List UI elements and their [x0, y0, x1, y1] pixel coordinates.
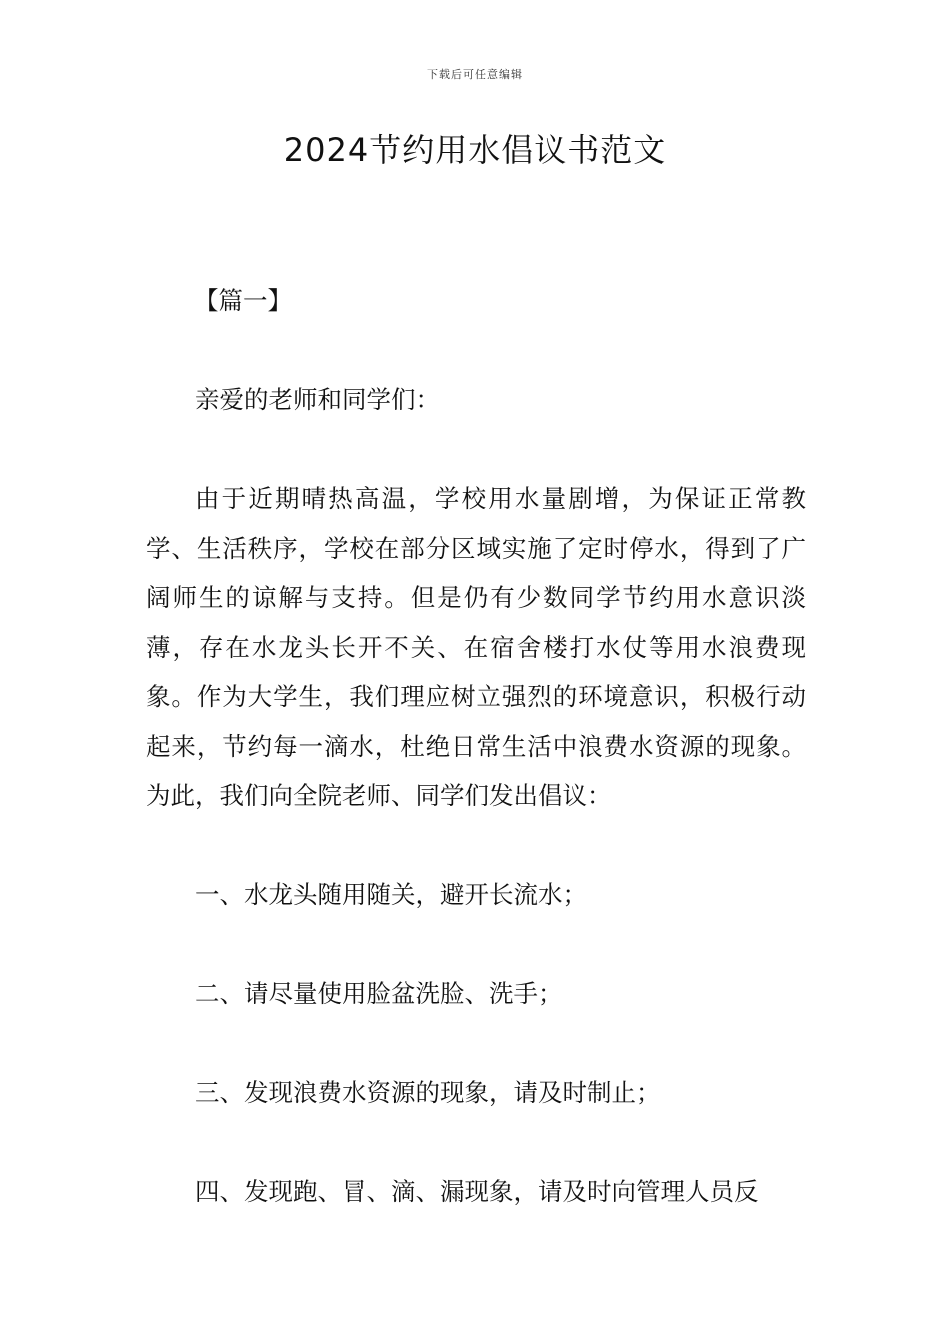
document-title: 2024节约用水倡议书范文: [283, 131, 667, 169]
proposal-item-4: 四、发现跑、冒、滴、漏现象，请及时向管理人员反: [195, 1177, 759, 1206]
section-label: 【篇一】: [194, 286, 292, 315]
proposal-item-1: 一、水龙头随用随关，避开长流水；: [195, 880, 587, 909]
paragraph-gap: [146, 821, 806, 871]
body-paragraph: 由于近期晴热高温，学校用水量剧增，为保证正常教学、生活秩序，学校在部分区域实施了定时停水，得到了广阔师生的谅解与支持。但是仍有少数同学节约用水意识淡薄，存在水龙头长开不关、在宿舍楼打水仗等用水浪费现象。作为大学生，我们理应树立强烈的环境意识，积极行动起来，节约每一滴水，杜绝日常生活中浪费水资源的现象。为此，我们向全院老师、同学们发出倡议：: [146, 484, 806, 810]
paragraph-gap: [146, 920, 806, 970]
document-body: [146, 276, 806, 1217]
paragraph-gap: [146, 326, 806, 376]
paragraph-gap: [146, 425, 806, 475]
paragraph-gap: [146, 1118, 806, 1168]
proposal-item-3: 三、发现浪费水资源的现象，请及时制止；: [195, 1078, 661, 1107]
salutation: 亲爱的老师和同学们：: [195, 385, 440, 414]
paragraph-gap: [146, 1019, 806, 1069]
proposal-item-2: 二、请尽量使用脸盆洗脸、洗手；: [195, 979, 563, 1008]
page-header-note: 下载后可任意编辑: [427, 68, 523, 81]
